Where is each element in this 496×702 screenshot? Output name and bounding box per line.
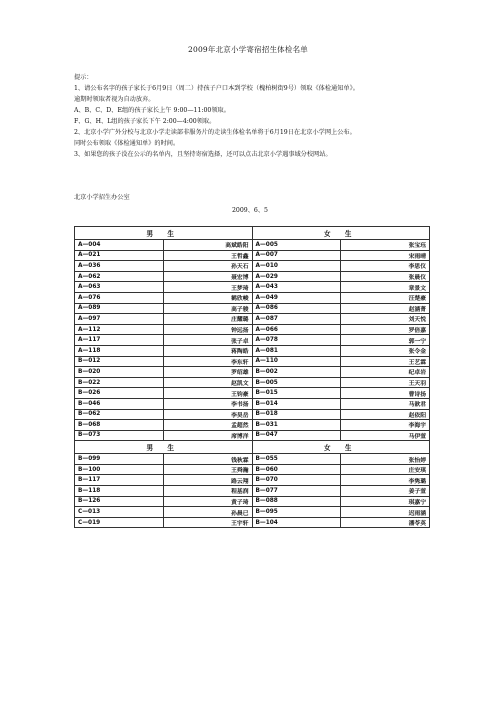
male-student-name: 李书扬 [163, 398, 252, 409]
roster-row [75, 475, 430, 486]
female-student-code: B—018 [252, 409, 341, 420]
roster-row [75, 464, 430, 475]
female-student-name: 宋雨晴 [341, 250, 430, 261]
male-student-code: A—097 [75, 314, 164, 325]
issue-date: 2009、6、5 [232, 207, 268, 214]
roster-row [75, 486, 430, 497]
female-student-name: 曹诗扬 [341, 388, 430, 399]
female-student-code: B—095 [252, 507, 341, 518]
roster-row [75, 398, 430, 409]
male-student-name: 孙晨已 [163, 507, 252, 518]
male-student-code: B—117 [75, 475, 164, 486]
male-student-code: A—117 [75, 335, 164, 346]
roster-row [75, 388, 430, 399]
notice-line: A、B、C、D、E组的孩子家长上午 9:00—11:00领取。 [74, 107, 230, 114]
roster-header-row [75, 441, 430, 454]
female-student-name: 姜子萱 [341, 486, 430, 497]
male-column-header: 男 生 [75, 441, 253, 454]
male-student-name: 张子卓 [163, 335, 252, 346]
female-student-code: B—055 [252, 454, 341, 465]
male-student-name: 黄子琦 [163, 496, 252, 507]
roster-row [75, 250, 430, 261]
roster-row [75, 454, 430, 465]
male-student-code: B—099 [75, 454, 164, 465]
roster-row [75, 345, 430, 356]
female-student-code: A—049 [252, 292, 341, 303]
male-student-name: 席博洋 [163, 430, 252, 441]
male-student-code: B—118 [75, 486, 164, 497]
roster-row [75, 517, 430, 528]
roster-row [75, 240, 430, 251]
issuing-office: 北京小学招生办公室 [74, 194, 130, 201]
female-student-name: 潘苓英 [341, 517, 430, 528]
male-student-name: 李东轩 [163, 356, 252, 367]
female-student-code: B—031 [252, 420, 341, 431]
male-student-name: 王舜瀚 [163, 464, 252, 475]
female-student-code: B—002 [252, 367, 341, 378]
male-student-code: A—076 [75, 292, 164, 303]
female-student-name: 李海宇 [341, 420, 430, 431]
male-student-name: 赵凯文 [163, 377, 252, 388]
roster-row [75, 409, 430, 420]
male-student-name: 蒋陶皓 [163, 345, 252, 356]
roster-row [75, 292, 430, 303]
roster-row [75, 496, 430, 507]
female-student-code: B—005 [252, 377, 341, 388]
male-student-code: A—063 [75, 282, 164, 293]
male-student-name: 高子骏 [163, 303, 252, 314]
female-student-code: A—087 [252, 314, 341, 325]
female-student-code: B—060 [252, 464, 341, 475]
male-student-code: B—126 [75, 496, 164, 507]
male-student-name: 聂宏博 [163, 271, 252, 282]
male-student-code: A—089 [75, 303, 164, 314]
notice-line: 逾期时领取者视为自动放弃。 [74, 96, 155, 103]
female-student-name: 章景文 [341, 282, 430, 293]
notice-block [74, 72, 430, 160]
male-student-name: 王梦琦 [163, 282, 252, 293]
roster-table [74, 226, 430, 528]
male-student-code: B—100 [75, 464, 164, 475]
male-student-name: 钱秋霖 [163, 454, 252, 465]
roster-row [75, 430, 430, 441]
roster-row [75, 356, 430, 367]
male-student-code: B—012 [75, 356, 164, 367]
notice-line: 1、请公布名字的孩子家长于6月9日（周二）持孩子户口本到学校（槐柏树街9号）领取《体检通知单》。 [74, 85, 359, 92]
male-column-header: 男 生 [75, 227, 253, 240]
male-student-code: A—004 [75, 240, 164, 251]
male-student-code: C—013 [75, 507, 164, 518]
male-student-name: 钟远扬 [163, 324, 252, 335]
male-student-code: B—022 [75, 377, 164, 388]
female-student-code: A—007 [252, 250, 341, 261]
female-student-name: 刘天悦 [341, 314, 430, 325]
male-student-name: 路云翔 [163, 475, 252, 486]
female-student-code: A—010 [252, 261, 341, 272]
male-student-code: B—026 [75, 388, 164, 399]
male-student-code: A—118 [75, 345, 164, 356]
female-student-code: A—081 [252, 345, 341, 356]
male-student-name: 王宇轩 [163, 517, 252, 528]
male-student-name: 王哲鑫 [163, 250, 252, 261]
female-student-name: 庄安琪 [341, 464, 430, 475]
male-student-code: B—046 [75, 398, 164, 409]
male-student-name: 孙天石 [163, 261, 252, 272]
roster-row [75, 261, 430, 272]
female-student-code: A—078 [252, 335, 341, 346]
notice-line: 提示： [74, 74, 93, 81]
roster-row [75, 420, 430, 431]
female-student-name: 赵依阳 [341, 409, 430, 420]
female-student-name: 罗倍嘉 [341, 324, 430, 335]
female-student-name: 王艺霖 [341, 356, 430, 367]
female-student-name: 张令金 [341, 345, 430, 356]
male-student-code: B—062 [75, 409, 164, 420]
female-student-name: 赵涵菁 [341, 303, 430, 314]
female-student-code: B—047 [252, 430, 341, 441]
female-student-code: B—070 [252, 475, 341, 486]
roster-row [75, 271, 430, 282]
male-student-code: C—019 [75, 517, 164, 528]
female-student-code: B—014 [252, 398, 341, 409]
roster-row [75, 314, 430, 325]
female-student-code: B—077 [252, 486, 341, 497]
male-student-name: 王钧豪 [163, 388, 252, 399]
female-student-name: 琪嘉宁 [341, 496, 430, 507]
notice-line: 2、北京小学广外分校与北京小学走读部非服务片的走读生体检名单将于6月19日在北京小学网上公布。 [74, 129, 356, 136]
roster-header-row [75, 227, 430, 240]
notice-line: 同时公布领取《体检通知单》的时间。 [74, 140, 180, 147]
male-student-code: B—068 [75, 420, 164, 431]
female-column-header: 女 生 [252, 227, 430, 240]
female-student-name: 李隽璐 [341, 475, 430, 486]
male-student-name: 罗绍雄 [163, 367, 252, 378]
female-student-code: A—029 [252, 271, 341, 282]
female-column-header: 女 生 [252, 441, 430, 454]
document-title: 2009年北京小学寄宿招生体检名单 [188, 45, 308, 54]
female-student-code: A—043 [252, 282, 341, 293]
female-student-name: 张怡婷 [341, 454, 430, 465]
female-student-name: 王天羽 [341, 377, 430, 388]
male-student-code: B—020 [75, 367, 164, 378]
female-student-name: 纪卓岩 [341, 367, 430, 378]
male-student-code: A—021 [75, 250, 164, 261]
female-student-name: 郭一宁 [341, 335, 430, 346]
male-student-code: B—073 [75, 430, 164, 441]
male-student-name: 高斌皓阳 [163, 240, 252, 251]
male-student-name: 李昊岳 [163, 409, 252, 420]
male-student-name: 鹤欣峻 [163, 292, 252, 303]
roster-row [75, 507, 430, 518]
male-student-code: A—112 [75, 324, 164, 335]
female-student-code: A—110 [252, 356, 341, 367]
female-student-name: 马歆君 [341, 398, 430, 409]
female-student-code: B—015 [252, 388, 341, 399]
roster-row [75, 324, 430, 335]
male-student-code: A—062 [75, 271, 164, 282]
notice-line: 3、如果您的孩子没在公示的名单内，且坚持寄宿选择，还可以点击北京小学遇事域分校网站。 [74, 151, 332, 158]
roster-row [75, 282, 430, 293]
female-student-name: 马伊萱 [341, 430, 430, 441]
roster-row [75, 367, 430, 378]
female-student-code: A—066 [252, 324, 341, 335]
male-student-name: 程基润 [163, 486, 252, 497]
female-student-name: 汪楚豪 [341, 292, 430, 303]
roster-row [75, 335, 430, 346]
female-student-name: 李思仪 [341, 261, 430, 272]
roster-row [75, 377, 430, 388]
female-student-name: 迟雨涵 [341, 507, 430, 518]
notice-line: F、G、H、L组的孩子家长下午 2:00—4:00领取。 [74, 118, 216, 125]
female-student-code: A—005 [252, 240, 341, 251]
roster-row [75, 303, 430, 314]
female-student-code: A—086 [252, 303, 341, 314]
female-student-name: 张宝珏 [341, 240, 430, 251]
female-student-code: B—088 [252, 496, 341, 507]
female-student-name: 张晨仪 [341, 271, 430, 282]
male-student-code: A—036 [75, 261, 164, 272]
male-student-name: 庄耀璐 [163, 314, 252, 325]
female-student-code: B—104 [252, 517, 341, 528]
male-student-name: 孟超然 [163, 420, 252, 431]
